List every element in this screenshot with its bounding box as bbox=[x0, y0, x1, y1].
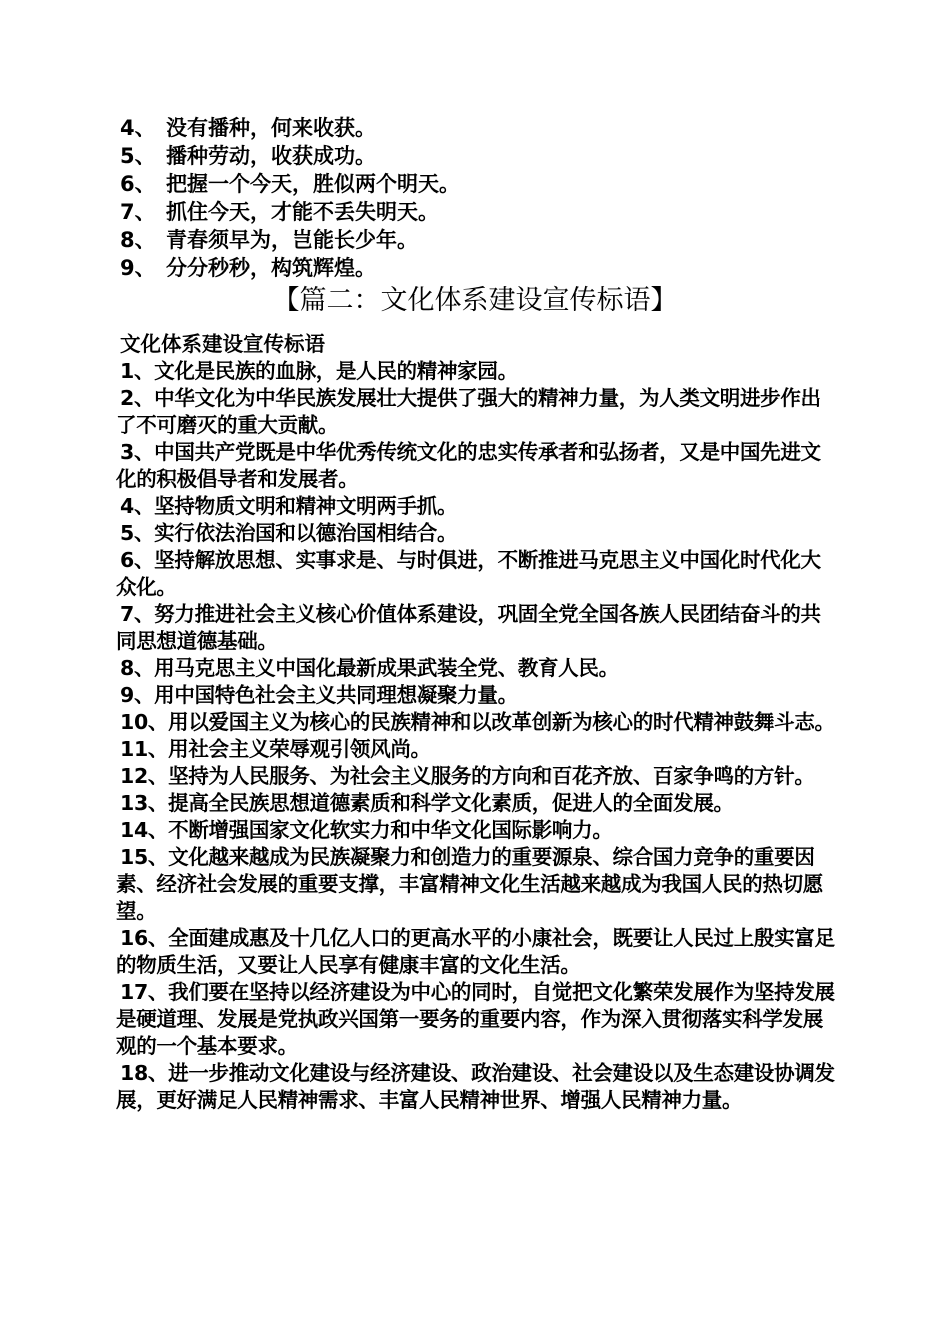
list-item: 3、中国共产党既是中华优秀传统文化的忠实传承者和弘扬者，又是中国先进文化的积极倡导者和发展者。 bbox=[116, 440, 821, 491]
list-item: 7、 抓住今天，才能不丢失明天。 bbox=[120, 200, 439, 224]
list-item: 1、文化是民族的血脉，是人民的精神家园。 bbox=[120, 359, 518, 383]
list-item: 5、实行依法治国和以德治国相结合。 bbox=[120, 521, 458, 545]
list-item: 2、中华文化为中华民族发展壮大提供了强大的精神力量，为人类文明进步作出了不可磨灭的重大贡献。 bbox=[116, 386, 821, 437]
list-item: 4、坚持物质文明和精神文明两手抓。 bbox=[120, 494, 458, 518]
list-item: 6、 把握一个今天，胜似两个明天。 bbox=[120, 172, 460, 196]
list-item: 8、 青春须早为，岂能长少年。 bbox=[120, 228, 418, 252]
list-item: 8、用马克思主义中国化最新成果武装全党、教育人民。 bbox=[120, 656, 619, 680]
list-item: 15、文化越来越成为民族凝聚力和创造力的重要源泉、综合国力竞争的重要因素、经济社会发展的重要支撑，丰富精神文化生活越来越成为我国人民的热切愿望。 bbox=[116, 845, 823, 923]
list-item: 10、用以爱国主义为核心的民族精神和以改革创新为核心的时代精神鼓舞斗志。 bbox=[120, 710, 835, 734]
list-item: 12、坚持为人民服务、为社会主义服务的方向和百花齐放、百家争鸣的方针。 bbox=[120, 764, 815, 788]
list-item: 9、用中国特色社会主义共同理想凝聚力量。 bbox=[120, 683, 518, 707]
list-item: 13、提高全民族思想道德素质和科学文化素质，促进人的全面发展。 bbox=[120, 791, 734, 815]
list-item: 6、坚持解放思想、实事求是、与时俱进，不断推进马克思主义中国化时代化大众化。 bbox=[116, 548, 821, 599]
list-item: 11、用社会主义荣辱观引领风尚。 bbox=[120, 737, 431, 761]
list-item: 18、进一步推动文化建设与经济建设、政治建设、社会建设以及生态建设协调发展，更好满足人民精神需求、丰富人民精神世界、增强人民精神力量。 bbox=[116, 1061, 835, 1112]
section-heading: 【篇二：文化体系建设宣传标语】 bbox=[272, 285, 678, 316]
list-item: 16、全面建成惠及十几亿人口的更高水平的小康社会，既要让人民过上殷实富足的物质生活，又要让人民享有健康丰富的文化生活。 bbox=[116, 926, 835, 977]
top-slogan-list bbox=[120, 114, 460, 282]
list-item: 17、我们要在坚持以经济建设为中心的同时，自觉把文化繁荣发展作为坚持发展是硬道理、发展是党执政兴国第一要务的重要内容，作为深入贯彻落实科学发展观的一个基本要求。 bbox=[116, 980, 835, 1058]
list-item: 7、努力推进社会主义核心价值体系建设，巩固全党全国各族人民团结奋斗的共同思想道德基础。 bbox=[116, 602, 821, 653]
slogan-list bbox=[116, 331, 836, 1114]
list-item: 5、 播种劳动，收获成功。 bbox=[120, 144, 376, 168]
list-item: 9、 分分秒秒，构筑辉煌。 bbox=[120, 256, 376, 280]
section-subtitle: 文化体系建设宣传标语 bbox=[120, 332, 325, 356]
list-item: 4、 没有播种，何来收获。 bbox=[120, 116, 376, 140]
list-item: 14、不断增强国家文化软实力和中华文化国际影响力。 bbox=[120, 818, 613, 842]
